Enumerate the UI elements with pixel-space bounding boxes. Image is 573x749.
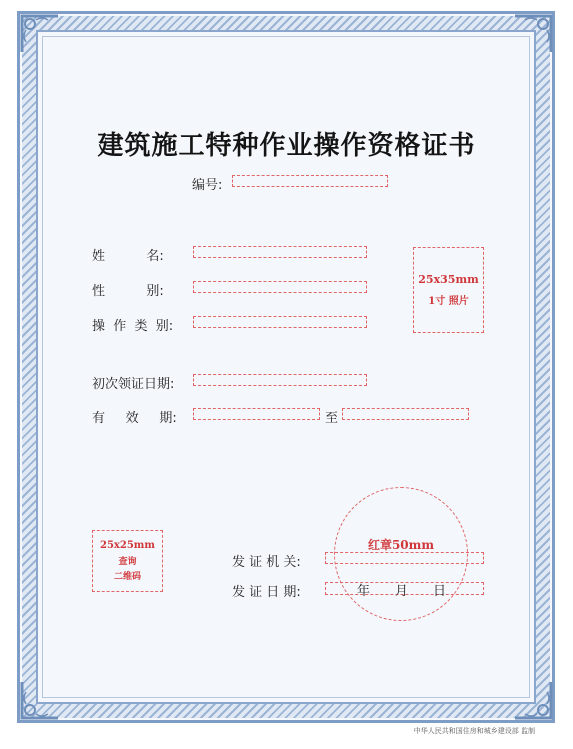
photo-size: 25x35mm <box>418 273 479 286</box>
certificate-title: 建筑施工特种作业操作资格证书 <box>97 131 476 161</box>
photo-caption: 1寸 照片 <box>428 296 469 307</box>
issuer-label: 发 证 机 关: <box>232 555 301 570</box>
category-field[interactable] <box>193 316 367 328</box>
category-label: 操 作 类 别: <box>92 319 174 334</box>
valid-to-label: 至 <box>325 411 339 426</box>
corner-ornament-icon <box>20 14 60 54</box>
qr-placeholder <box>92 530 163 592</box>
issuer-field[interactable] <box>325 552 484 564</box>
valid-label: 有 效 期: <box>92 411 177 426</box>
footer-text: 中华人民共和国住房和城乡建设部 监制 <box>413 727 535 735</box>
valid-to-field[interactable] <box>342 408 469 420</box>
corner-ornament-icon <box>513 680 553 720</box>
corner-ornament-icon <box>513 14 553 54</box>
corner-ornament-icon <box>20 680 60 720</box>
valid-from-field[interactable] <box>193 408 320 420</box>
seal-text: 红章50mm <box>367 538 435 552</box>
first-date-label: 初次领证日期: <box>92 377 175 392</box>
gender-label: 性 别: <box>92 284 164 299</box>
name-field[interactable] <box>193 246 367 258</box>
number-field[interactable] <box>232 175 388 187</box>
first-date-field[interactable] <box>193 374 367 386</box>
name-label: 姓 名: <box>92 249 164 264</box>
year-label: 年 <box>357 584 371 599</box>
number-label: 编号: <box>192 178 223 193</box>
day-label: 日 <box>433 584 447 599</box>
qr-line2: 二维码 <box>113 572 141 582</box>
issue-date-label: 发 证 日 期: <box>232 585 301 600</box>
qr-line1: 查询 <box>118 557 137 567</box>
photo-placeholder <box>413 247 484 333</box>
qr-size: 25x25mm <box>100 540 155 551</box>
gender-field[interactable] <box>193 281 367 293</box>
month-label: 月 <box>395 584 409 599</box>
